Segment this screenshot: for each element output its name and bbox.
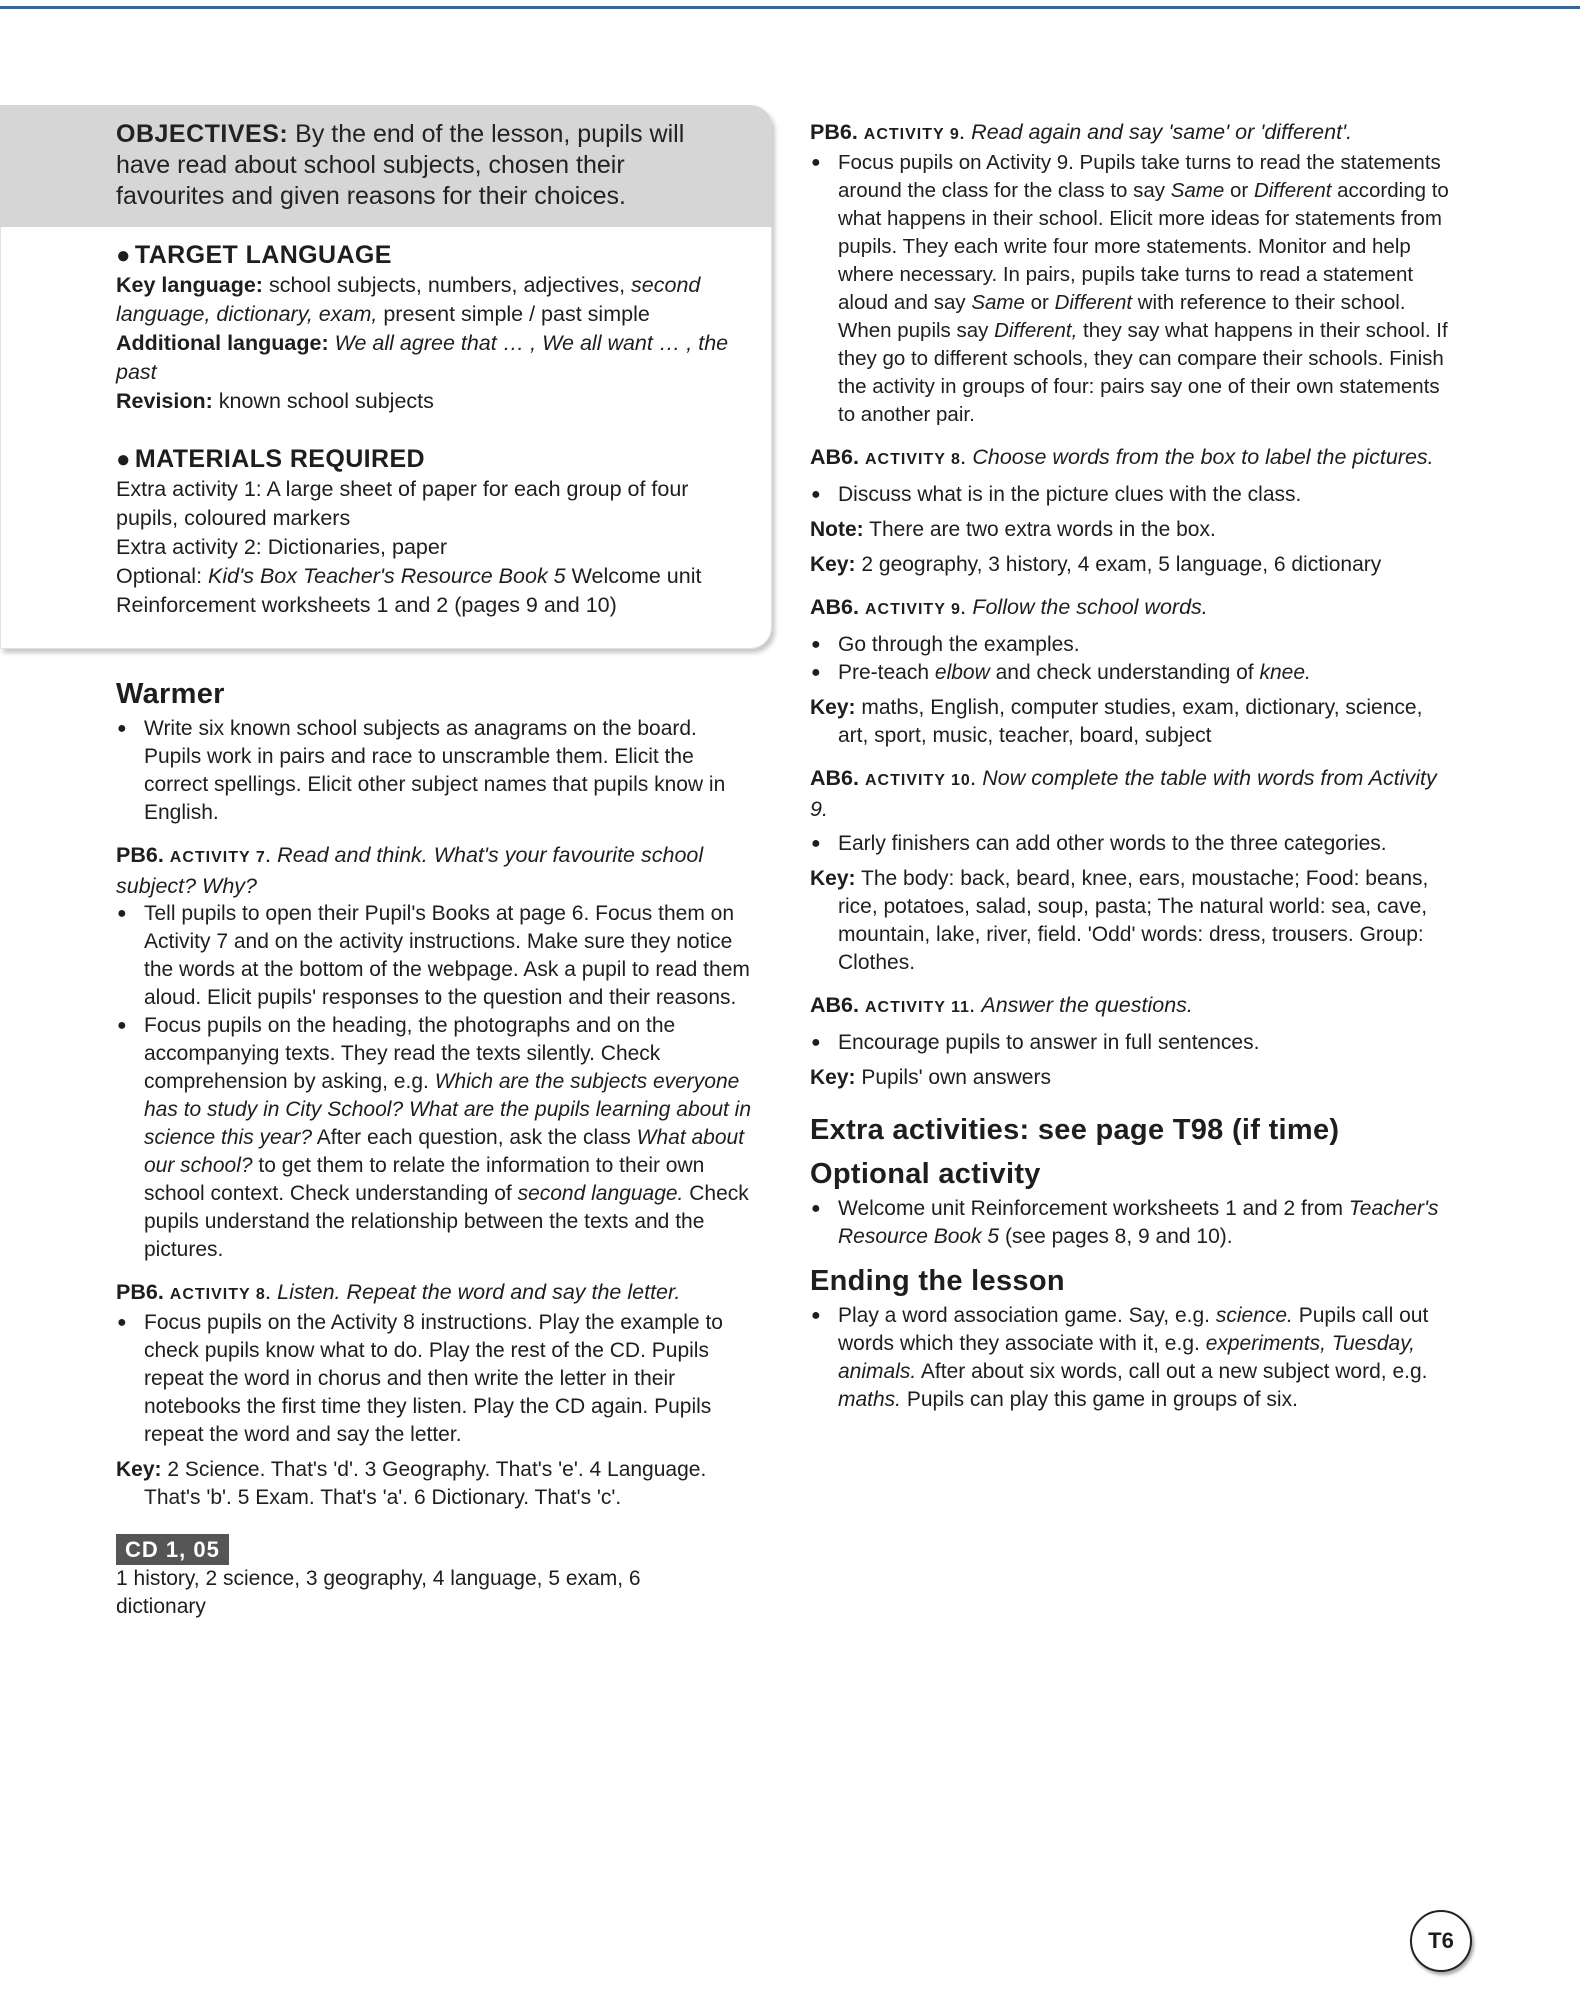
materials-heading: ● MATERIALS REQUIRED	[116, 445, 425, 473]
objectives-label: OBJECTIVES:	[116, 120, 289, 148]
cd-track-badge: CD 1, 05	[116, 1534, 229, 1565]
ab6-activity-10-bullet: ● Early finishers can add other words to the three categories.	[810, 830, 1450, 858]
target-language-heading: ● TARGET LANGUAGE	[116, 241, 392, 269]
ab6-activity-10-key: Key: The body: back, beard, knee, ears, moustache; Food: beans, rice, potatoes, salad, soup, pasta; The natural world: sea, cave, mountain, lake, river, field. 'Odd' words: dress, trousers. Group: Clothes.	[810, 867, 1429, 974]
ab6-activity-10-heading: AB6. ACTIVITY 10. Now complete the table with words from Activity 9.	[810, 766, 1437, 821]
ab6-activity-8-heading: AB6. ACTIVITY 8. Choose words from the box to label the pictures.	[810, 445, 1434, 469]
ab6-activity-9-bullet-2: ● Pre-teach elbow and check understanding of knee.	[810, 659, 1450, 687]
ab6-activity-9-heading: AB6. ACTIVITY 9. Follow the school words.	[810, 595, 1208, 619]
target-language-section	[116, 241, 756, 416]
additional-language-line: Additional language: We all agree that … , We all want … , the past	[116, 331, 729, 384]
pb6-activity-7-bullet-2: ● Focus pupils on the heading, the photographs and on the accompanying texts. They read the texts silently. Check comprehension by asking, e.g. Which are the subjects everyone has to study in City School? What are the pupils learning about in science this year? After each question, ask the class What about our school? to get them to relate the information to their own school context. Check understanding of second language. Check pupils understand the relationship between the texts and the pictures.	[116, 1012, 756, 1264]
key-language-line: Key language: school subjects, numbers, adjectives, second language, dictionary, exam, present simple / past simple	[116, 273, 701, 326]
ab6-activity-8-bullet: ● Discuss what is in the picture clues with the class.	[810, 481, 1450, 509]
pb6-activity-9-heading: PB6. ACTIVITY 9. Read again and say 'same' or 'different'.	[810, 120, 1353, 144]
materials-optional: Optional: Kid's Box Teacher's Resource Book 5 Welcome unit Reinforcement worksheets 1 and 2 (pages 9 and 10)	[116, 564, 702, 617]
optional-activity-title: Optional activity	[810, 1158, 1041, 1190]
ending-lesson-bullet: ● Play a word association game. Say, e.g. science. Pupils call out words which they associate with it, e.g. experiments, Tuesday, animals. After about six words, call out a new subject word, e.g. maths. Pupils can play this game in groups of six.	[810, 1302, 1450, 1414]
ab6-activity-11-heading: AB6. ACTIVITY 11. Answer the questions.	[810, 993, 1193, 1017]
pb6-activity-8-bullet: ● Focus pupils on the Activity 8 instructions. Play the example to check pupils know what to do. Play the rest of the CD. Pupils repeat the word in chorus and then write the letter in their notebooks the first time they listen. Play the CD again. Pupils repeat the word and say the letter.	[116, 1309, 756, 1449]
ab6-activity-9-key: Key: maths, English, computer studies, exam, dictionary, science, art, sport, music, teacher, board, subject	[810, 696, 1423, 747]
pb6-activity-7-heading: PB6. ACTIVITY 7. Read and think. What's your favourite school subject? Why?	[116, 843, 704, 898]
cd-track-text: 1 history, 2 science, 3 geography, 4 language, 5 exam, 6 dictionary	[116, 1567, 641, 1618]
ab6-activity-9-bullet-1: ● Go through the examples.	[810, 631, 1450, 659]
objectives-panel	[0, 105, 772, 649]
pb6-activity-7-bullet-1: ● Tell pupils to open their Pupil's Books at page 6. Focus them on Activity 7 and on the activity instructions. Make sure they notice the words at the bottom of the webpage. Ask a pupil to read them aloud. Elicit pupils' responses to the question and their reasons.	[116, 900, 756, 1012]
optional-activity-bullet: ● Welcome unit Reinforcement worksheets 1 and 2 from Teacher's Resource Book 5 (see pages 8, 9 and 10).	[810, 1195, 1450, 1251]
page-number-badge: T6	[1410, 1910, 1472, 1972]
objectives-body: By the end of the lesson, pupils will have read about school subjects, chosen their favourites and given reasons for their choices.	[116, 120, 685, 210]
ab6-activity-11-bullet: ● Encourage pupils to answer in full sentences.	[810, 1029, 1450, 1057]
pb6-activity-8-key: Key: 2 Science. That's 'd'. 3 Geography. That's 'e'. 4 Language. That's 'b'. 5 Exam. That's 'a'. 6 Dictionary. That's 'c'.	[116, 1458, 707, 1509]
ab6-activity-8-key: Key: 2 geography, 3 history, 4 exam, 5 language, 6 dictionary	[810, 553, 1382, 576]
ab6-activity-8-note: Note: There are two extra words in the box.	[810, 518, 1216, 541]
ending-lesson-title: Ending the lesson	[810, 1265, 1065, 1297]
pb6-activity-9-bullet: ● Focus pupils on Activity 9. Pupils take turns to read the statements around the class for the class to say Same or Different according to what happens in their school. Elicit more ideas for statements from pupils. They each write four more statements. Monitor and help where necessary. In pairs, pupils take turns to read a statement aloud and say Same or Different with reference to their school. When pupils say Different, they say what happens in their school. If they go to different schools, they can compare their schools. Finish the activity in groups of four: pairs say one of their own statements to another pair.	[810, 149, 1450, 429]
materials-section	[116, 445, 756, 620]
revision-line: Revision: known school subjects	[116, 389, 434, 413]
materials-line-2: Extra activity 2: Dictionaries, paper	[116, 535, 447, 559]
top-rule	[0, 6, 1580, 9]
warmer-title: Warmer	[116, 678, 225, 710]
materials-line-1: Extra activity 1: A large sheet of paper for each group of four pupils, coloured markers	[116, 477, 689, 530]
right-column	[810, 118, 1450, 1414]
warmer-bullet: ● Write six known school subjects as anagrams on the board. Pupils work in pairs and race to unscramble them. Elicit the correct spellings. Elicit other subject names that pupils know in English.	[116, 715, 756, 827]
ab6-activity-11-key: Key: Pupils' own answers	[810, 1066, 1051, 1089]
pb6-activity-8-heading: PB6. ACTIVITY 8. Listen. Repeat the word and say the letter.	[116, 1280, 681, 1304]
left-column	[116, 678, 756, 1621]
objectives-text	[116, 119, 716, 212]
extra-activities-title: Extra activities: see page T98 (if time)	[810, 1114, 1340, 1146]
